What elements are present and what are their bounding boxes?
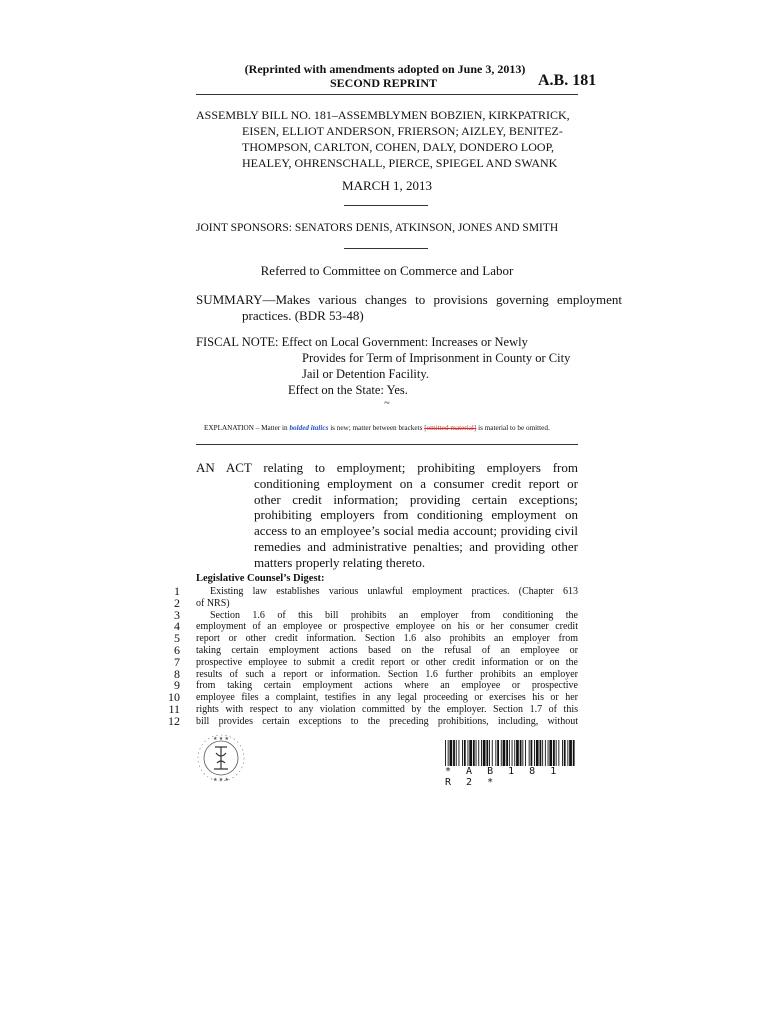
summary: SUMMARY—Makes various changes to provisions governing employment practices. (BDR 53-48) xyxy=(196,292,622,323)
digest-line: from taking certain employment actions where an employee or prospective xyxy=(196,680,578,692)
tilde-separator: ~ xyxy=(384,398,390,409)
digest-body xyxy=(196,586,578,728)
line-number: 8 xyxy=(174,666,180,681)
explanation-suffix: is material to be omitted. xyxy=(476,424,550,432)
header-rule xyxy=(196,94,578,95)
explanation-middle: is new; matter between brackets xyxy=(328,424,425,432)
sponsors-line: HEALEY, OHRENSCHALL, PIERCE, SPIEGEL AND SWANK xyxy=(242,156,558,170)
line-number: 9 xyxy=(174,678,180,693)
explanation-prefix: EXPLANATION – Matter in xyxy=(204,424,290,432)
digest-line: report or other credit information. Section 1.6 also prohibits an employer from xyxy=(196,633,578,645)
digest-line: of NRS) xyxy=(196,597,230,609)
divider xyxy=(344,248,428,249)
sponsors-line: EISEN, ELLIOT ANDERSON, FRIERSON; AIZLEY, BENITEZ- xyxy=(242,124,563,138)
svg-text:★ ★ ★: ★ ★ ★ xyxy=(213,778,229,783)
nevada-seal-icon xyxy=(196,733,246,783)
joint-sponsors: JOINT SPONSORS: SENATORS DENIS, ATKINSON, JONES AND SMITH xyxy=(196,222,559,234)
line-number: 6 xyxy=(174,642,180,657)
line-number: 10 xyxy=(168,690,180,705)
line-numbers xyxy=(154,586,180,728)
fiscal-line: Effect on the State: Yes. xyxy=(288,383,408,397)
fiscal-line: FISCAL NOTE: Effect on Local Government: Increases or Newly xyxy=(196,335,528,349)
sponsors-line: ASSEMBLY BILL NO. 181–ASSEMBLYMEN BOBZIEN, KIRKPATRICK, xyxy=(196,108,570,122)
digest-line: taking certain employment actions based on the refusal of an employee or xyxy=(196,644,578,656)
svg-text:★ ★ ★: ★ ★ ★ xyxy=(213,737,229,742)
digest-line: employment of an employee or prospective employee on his or her consumer credit xyxy=(196,621,578,633)
barcode-text: * A B 1 8 1 R 2 * xyxy=(445,766,561,788)
line-number: 1 xyxy=(174,584,180,598)
bill-number: A.B. 181 xyxy=(538,72,597,89)
sponsors-block xyxy=(196,107,576,171)
fiscal-line: Jail or Detention Facility. xyxy=(302,367,429,381)
explanation-new-text: bolded italics xyxy=(289,424,329,432)
divider xyxy=(344,205,428,206)
digest-line: results of such a report or information. Section 1.6 further prohibits an employer xyxy=(196,668,578,680)
line-number: 3 xyxy=(174,607,180,622)
explanation-old-text: [omitted material] xyxy=(424,424,477,432)
explanation-rule xyxy=(196,444,578,445)
digest-line: rights with respect to any violation committed by the employer. Section 1.7 of this xyxy=(196,703,578,715)
act-title xyxy=(196,460,578,571)
line-number: 12 xyxy=(168,713,180,728)
act-text: AN ACT relating to employment; prohibiting employers from conditioning employment on a consumer credit report or other credit information; providing certain exceptions; prohibiting employers from conditioning employment on access to an employee’s social media account; providing civil remedies and administrative penalties; and providing other matters properly relating thereto. xyxy=(196,460,578,570)
barcode-icon xyxy=(445,740,577,766)
fiscal-note xyxy=(196,334,576,398)
digest-line: bill provides certain exceptions to the preceding prohibitions, including, without xyxy=(196,715,578,727)
digest-line: prospective employee to submit a credit report or other credit information or on the xyxy=(196,656,578,668)
line-number: 11 xyxy=(168,701,180,716)
digest-line: Existing law establishes various unlawful employment practices. (Chapter 613 xyxy=(210,586,578,597)
referred-committee: Referred to Committee on Commerce and Labor xyxy=(260,263,514,278)
fiscal-line: Provides for Term of Imprisonment in County or City xyxy=(302,351,571,365)
line-number: 7 xyxy=(174,654,180,669)
explanation xyxy=(204,424,550,432)
reprint-note: (Reprinted with amendments adopted on June 3, 2013) xyxy=(244,62,526,76)
line-number: 4 xyxy=(174,619,180,634)
line-number: 5 xyxy=(174,631,180,646)
line-number: 2 xyxy=(174,595,180,610)
digest-title: Legislative Counsel’s Digest: xyxy=(196,573,325,584)
bill-date: MARCH 1, 2013 xyxy=(342,178,432,193)
digest-line: employee files a complaint, testifies in any legal proceeding or exercises his or her xyxy=(196,692,578,704)
second-reprint-label: SECOND REPRINT xyxy=(330,76,438,90)
sponsors-line: THOMPSON, CARLTON, COHEN, DALY, DONDERO LOOP, xyxy=(242,140,554,154)
digest-line: Section 1.6 of this bill prohibits an employer from conditioning the xyxy=(210,609,578,621)
